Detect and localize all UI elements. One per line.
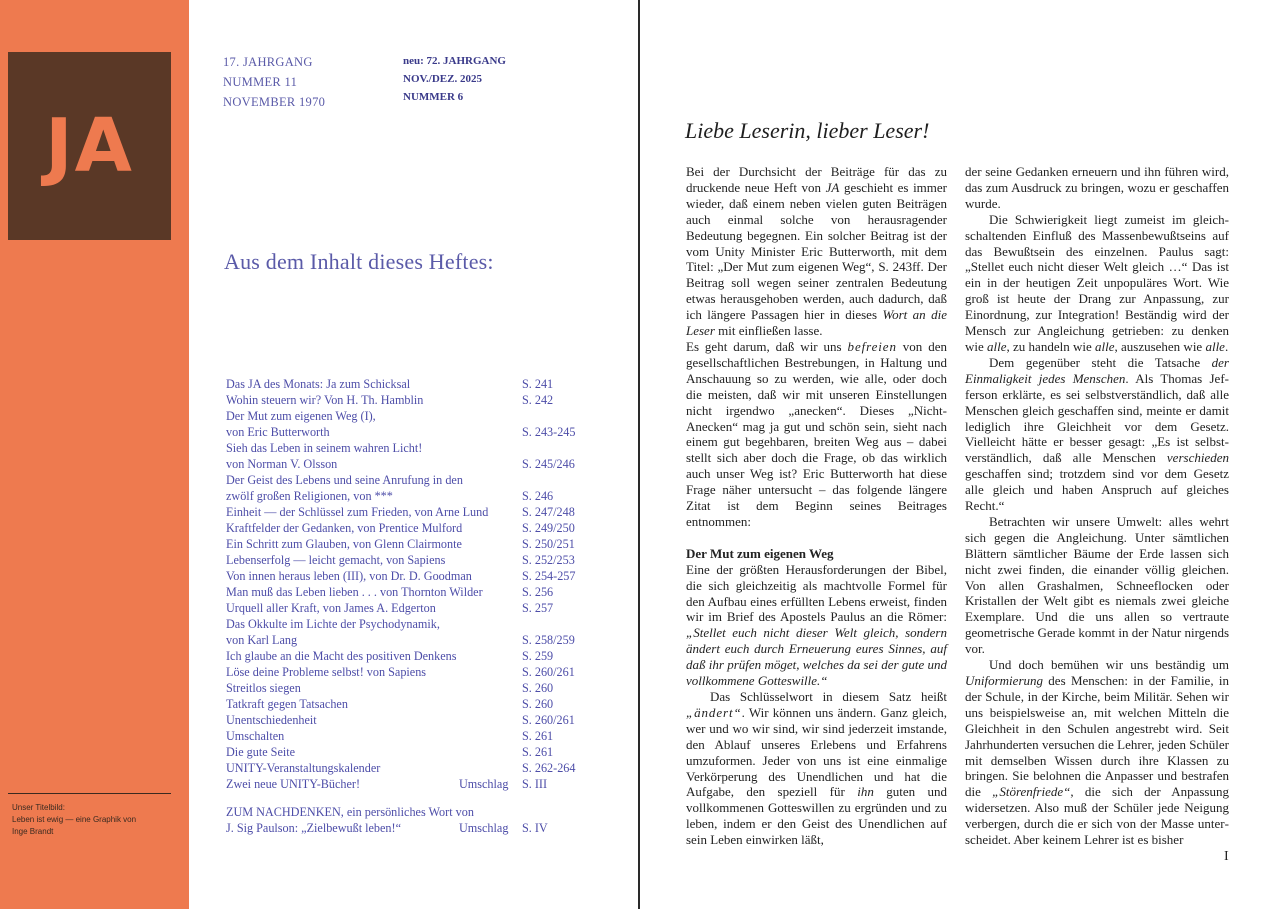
toc-entry [226,820,626,836]
toc-heading: Aus dem Inhalt dieses Heftes: [224,249,494,274]
toc-entry-title: Die gute Seite [226,745,296,759]
toc-entry-page: S. 256 [522,585,554,599]
toc-spacer [226,792,626,804]
toc-entry-title: Einheit — der Schlüssel zum Frieden, von Arne Lund [226,505,489,519]
toc-entry [226,472,626,488]
issue-info-1970 [223,52,325,112]
cover-caption-line: Unser Titelbild: [12,803,65,812]
toc-entry-page: S. 260 [522,697,554,711]
toc-entry-page: S. 260/261 [522,665,575,679]
toc-entry-umschlag: Umschlag [459,777,509,791]
toc-entry-title: UNITY-Veranstaltungskalender [226,761,381,775]
toc-entry [226,584,626,600]
toc-entry-page: S. 242 [522,393,554,407]
toc-entry [226,664,626,680]
toc-entry-page: S. 243-245 [522,425,576,439]
toc-entry-title: Von innen heraus leben (III), von Dr. D. Goodman [226,569,472,583]
toc-entry-title: Unentschiedenheit [226,713,317,727]
toc-entry-title: J. Sig Paulson: „Zielbewußt leben!“ [226,821,401,835]
toc-entry [226,536,626,552]
toc-entry-page: S. 241 [522,377,554,391]
toc-entry-page: S. 246 [522,489,554,503]
toc-entry-page: S. 260/261 [522,713,575,727]
toc-entry [226,552,626,568]
toc-entry-title: Umschalten [226,729,285,743]
issue-line: NUMMER 6 [403,91,464,103]
toc-entry-title: Tatkraft gegen Tatsachen [226,697,348,711]
toc-entry-title: Der Mut zum eigenen Weg (I), [226,409,376,423]
toc-entry [226,376,626,392]
paragraph: Betrachten wir unsere Umwelt: alles wehrt sich gegen die Angleichung. Unter sämtlichen Blättern sämtlicher Bäume der Erde lassen sich nicht zwei finden, die einander völlig gleichen. Von allen Grashalmen, Schneeflocken oder Kristallen der Welt gibt es niemals zwei gleiche Exemplare. Und die uns allen so vertraute geometrische Gerade kommt in der Natur nirgends vor. [965,513,1230,657]
toc-entry [226,456,626,472]
toc-entry-title: Der Geist des Lebens und seine Anrufung in den [226,473,463,487]
text-column-2 [965,164,1229,848]
toc-entry-page: S. 257 [522,601,554,615]
toc-entry [226,776,626,792]
caption-rule [8,793,171,794]
issue-info-2025 [403,52,506,106]
toc-entry [226,568,626,584]
toc-entry-title: Streitlos siegen [226,681,301,695]
paragraph: der seine Gedanken erneuern und ihn führen wird, das zum Ausdruck zu bringen, wozu er geschaffen wurde. [965,164,1229,211]
toc-entry-title: zwölf großen Religionen, von *** [226,489,393,503]
cover-caption [12,802,182,838]
ja-logo [8,52,171,240]
logo-text: JA [45,103,134,189]
issue-line: NUMMER 11 [223,75,298,89]
left-page [0,0,638,909]
toc-entry [226,392,626,408]
toc-entry [226,648,626,664]
toc-entry-umschlag: Umschlag [459,821,509,835]
issue-line: 17. JAHRGANG [223,55,313,69]
toc-entry-title: Lebenserfolg — leicht gemacht, von Sapiens [226,553,446,567]
toc-entry-title: Das JA des Monats: Ja zum Schicksal [226,377,411,391]
paragraph: Die Schwierigkeit liegt zumeist im gleichschaltenden Einfluß des Massenbewußtseins auf das Bewußtsein des einzelnen. Paulus sagt: „Stellet euch nicht dieser Welt gleich …“ Das ist ein in der heutigen Zeit unpopuläres Wort. Wie groß ist heute der Drang zur Anpassung, zur Einordnung, zur Integration! Beständig wird der Mensch zur Angleichung getrieben: zu denken wie alle, zu handeln wie alle, auszusehen wie alle. [965,211,1229,354]
toc-entry-title: Das Okkulte im Lichte der Psychodynamik, [226,617,440,631]
toc-entry-title: Man muß das Leben lieben . . . von Thornton Wilder [226,585,483,599]
toc-entry-page: S. 258/259 [522,633,575,647]
table-of-contents [226,376,626,836]
cover-caption-line: Inge Brandt [12,827,54,836]
toc-entry [226,728,626,744]
toc-entry [226,504,626,520]
letter-title: Liebe Leserin, lieber Leser! [685,118,930,143]
toc-entry-title: von Eric Butterworth [226,425,330,439]
toc-entry [226,520,626,536]
paragraph: Es geht darum, daß wir uns befreien von den gesellschaftlichen Bestrebungen, in Haltung und Anschauung so zu werden, wie alle, oder doch die meisten, daß wir mit unseren Einstellungen nicht irgendwo „anecken“. Dieses „Nicht-Anecken“ mag ja gut und schön sein, sieht nach einem gut begehbaren, breiten Weg aus – dabei stellt sich aber doch die Frage, ob das wirklich auch unser Weg ist? Eric Butterworth hat diese Frage näher untersucht – das folgende längere Zitat ist dem Beginn seines Beitrages entnommen: [686,338,947,529]
text-column-1 [686,164,947,848]
toc-entry-page: S. 250/251 [522,537,575,551]
toc-entry-page: S. 260 [522,681,554,695]
section-heading: Der Mut zum eigenen Weg [686,545,834,561]
issue-line: neu: 72. JAHRGANG [403,55,506,67]
toc-entry-page: S. 262-264 [522,761,576,775]
toc-entry-title: Ein Schritt zum Glauben, von Glenn Clairmonte [226,537,462,551]
toc-entry-title: Sieh das Leben in seinem wahren Licht! [226,441,423,455]
paragraph: Eine der größten Herausforderungen der Bibel, die sich gleichzeitig als machtvolle Formel für den Aufbau eines erfüllten Lebens erweist, finden wir im Brief des Apostels Paulus an die Römer: „Stellet euch nicht dieser Welt gleich, sondern ändert euch durch Erneuerung eures Sinnes, auf daß ihr prüfen möget, welches da sei der gute und vollkommene Gotteswille.“ [686,561,947,689]
toc-entry-title: Ich glaube an die Macht des positiven Denkens [226,649,457,663]
toc-entry [226,696,626,712]
toc-entry-page: S. 245/246 [522,457,575,471]
toc-entry [226,440,626,456]
toc-entry-title: von Karl Lang [226,633,298,647]
toc-entry-page: S. 259 [522,649,554,663]
toc-entry [226,616,626,632]
toc-entry-title: Kraftfelder der Gedanken, von Prentice Mulford [226,521,463,535]
toc-entry-title: Wohin steuern wir? Von H. Th. Hamblin [226,393,424,407]
paragraph: Und doch bemühen wir uns beständig um Uniformierung des Menschen: in der Familie, in der Schule, in der Kirche, beim Militär. Sehen wir uns beispielsweise an, mit welchen Mitteln die Gleichheit in den Schulen angestrebt wird. Seit Jahrhunderten versuchen die Lehrer, jeden Schüler mit demselben Wissen durch ihre Klassen zu bringen. Sie belohnen die Anpasser und bestrafen die „Störenfriede“, die sich der Anpassung widersetzen. Also muß der Schüler jede Neigung verbergen, durch die er sich von der Masse unterscheidet. Aber keinem Lehrer ist es bisher [965,657,1229,848]
issue-line: NOV./DEZ. 2025 [403,73,482,85]
toc-entry-page: S. 261 [522,745,554,759]
toc-entry-title: ZUM NACHDENKEN, ein persönliches Wort von [226,805,474,819]
toc-entry [226,712,626,728]
paragraph: Dem gegenüber steht die Tatsache der Einmaligkeit jedes Menschen. Als Thomas Jefferson erklärte, es sei selbstverständlich, daß alle Menschen gleich geschaffen sind, meinte er damit lediglich ihre Gleichheit vor dem Gesetz. Vielleicht hätte er besser gesagt: „Es ist selbstverständlich, daß alle Menschen verschieden geschaffen sind; trotzdem sind vor dem Gesetz alle gleich und haben Anspruch auf gleiches Recht.“ [965,354,1229,514]
toc-entry [226,804,626,820]
toc-entry [226,408,626,424]
cover-caption-line: Leben ist ewig — eine Graphik von [12,815,137,824]
toc-entry [226,760,626,776]
issue-line: NOVEMBER 1970 [223,95,326,109]
toc-entry-page: S. III [522,777,548,791]
toc-entry-page: S. 247/248 [522,505,575,519]
toc-entry-page: S. 261 [522,729,554,743]
toc-entry [226,600,626,616]
toc-entry-title: Löse deine Probleme selbst! von Sapiens [226,665,427,679]
right-page [640,0,1280,909]
toc-entry-page: S. 254-257 [522,569,576,583]
toc-entry-page: S. IV [522,821,548,835]
toc-entry-title: von Norman V. Olsson [226,457,338,471]
toc-entry [226,680,626,696]
toc-entry [226,744,626,760]
toc-entry [226,632,626,648]
toc-entry-page: S. 252/253 [522,553,575,567]
paragraph: Das Schlüsselwort in diesem Satz heißt „ändert“. Wir können uns ändern. Ganz gleich, wer und wo wir sind, wir sind jederzeit imstande, den Ablauf unseres Erlebens und Erfahrens umzuformen. Jeder von uns ist eine einmalige Verkörperung des Unendlichen und hat die Aufgabe, den speziell für ihn guten und vollkommenen Gotteswillen zu ergründen und zu leben, indem er den Geist des Unendlichen auf sein Leben einwirken läßt, [686,689,947,848]
page-number: I [1224,849,1229,864]
toc-entry [226,488,626,504]
toc-entry-title: Zwei neue UNITY-Bücher! [226,777,361,791]
toc-entry-title: Urquell aller Kraft, von James A. Edgerton [226,601,436,615]
toc-entry-page: S. 249/250 [522,521,575,535]
toc-entry [226,424,626,440]
paragraph: Bei der Durchsicht der Beiträge für das zu druckende neue Heft von JA geschieht es immer wieder, daß einem neben vielen guten Beiträgen auch einmal solche von herausragender Bedeutung begegnen. Ein solcher Beitrag ist der vom Unity Minister Eric Butterworth, mit dem Titel: „Der Mut zum eigenen Weg“, S. 243ff. Der Beitrag soll wegen seiner zentralen Bedeutung etwas herausgehoben werden, auch dadurch, daß ich längere Passagen hier in dieses Wort an die Leser mit einfließen lasse. [686,164,948,339]
